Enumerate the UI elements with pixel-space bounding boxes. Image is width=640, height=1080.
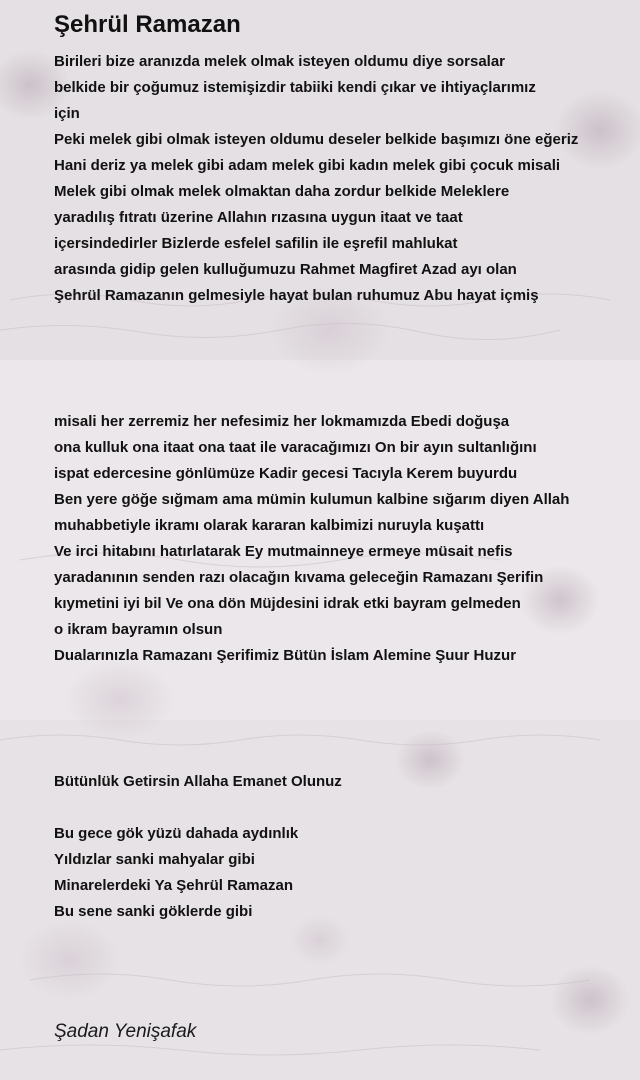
poem-line: belkide bir çoğumuz istemişizdir tabiiki kendi çıkar ve ihtiyaçlarımız [54, 79, 536, 96]
poem-line: yaradanının senden razı olacağın kıvama geleceğin Ramazanı Şerifin [54, 569, 544, 586]
poem-line: ispat edercesine gönlümüze Kadir gecesi Tacıyla Kerem buyurdu [54, 465, 518, 482]
poem-line: kıymetini iyi bil Ve ona dön Müjdesini idrak etki bayram gelmeden [54, 595, 521, 612]
poem-line: Hani deriz ya melek gibi adam melek gibi kadın melek gibi çocuk misali [54, 157, 561, 174]
poem-line: Peki melek gibi olmak isteyen oldumu deseler belkide başımızı öne eğeriz [54, 131, 579, 148]
poem-line: Ve irci hitabını hatırlatarak Ey mutmainneye ermeye müsait nefis [54, 543, 513, 560]
poem-line: Şehrül Ramazanın gelmesiyle hayat bulan ruhumuz Abu hayat içmiş [54, 287, 539, 304]
poem-line: yaradılış fıtratı üzerine Allahın rızasına uygun itaat ve taat [54, 209, 463, 226]
poem-line: muhabbetiyle ikramı olarak kararan kalbimizi nuruyla kuşattı [54, 517, 485, 534]
poem-line: Birileri bize aranızda melek olmak isteyen oldumu diye sorsalar [54, 53, 506, 70]
poem-line: içersindedirler Bizlerde esfelel safilin ile eşrefil mahlukat [54, 235, 458, 252]
poem-line: misali her zerremiz her nefesimiz her lokmamızda Ebedi doğuşa [54, 413, 510, 430]
poem-line: Ben yere göğe sığmam ama mümin kulumun kalbine sığarım diyen Allah [54, 491, 570, 508]
poem-line: o ikram bayramın olsun [54, 621, 223, 638]
poem-line: Dualarınızla Ramazanı Şerifimiz Bütün İslam Alemine Şuur Huzur [54, 647, 517, 664]
poem-line: Melek gibi olmak melek olmaktan daha zordur belkide Meleklere [54, 183, 510, 200]
poem-line: Bütünlük Getirsin Allaha Emanet Olunuz [54, 773, 342, 790]
poem-line: Yıldızlar sanki mahyalar gibi [54, 851, 255, 868]
poem-line: için [54, 105, 80, 122]
poem-line: Bu sene sanki göklerde gibi [54, 903, 253, 920]
poem-line: ona kulluk ona itaat ona taat ile varacağımızı On bir ayın sultanlığını [54, 439, 537, 456]
poem-author: Şadan Yenişafak [54, 1021, 197, 1042]
poem-line: arasında gidip gelen kulluğumuzu Rahmet Magfiret Azad ayı olan [54, 261, 517, 278]
poem-line: Minarelerdeki Ya Şehrül Ramazan [54, 877, 293, 894]
poem-line: Bu gece gök yüzü dahada aydınlık [54, 825, 299, 842]
poem-title: Şehrül Ramazan [54, 11, 241, 38]
